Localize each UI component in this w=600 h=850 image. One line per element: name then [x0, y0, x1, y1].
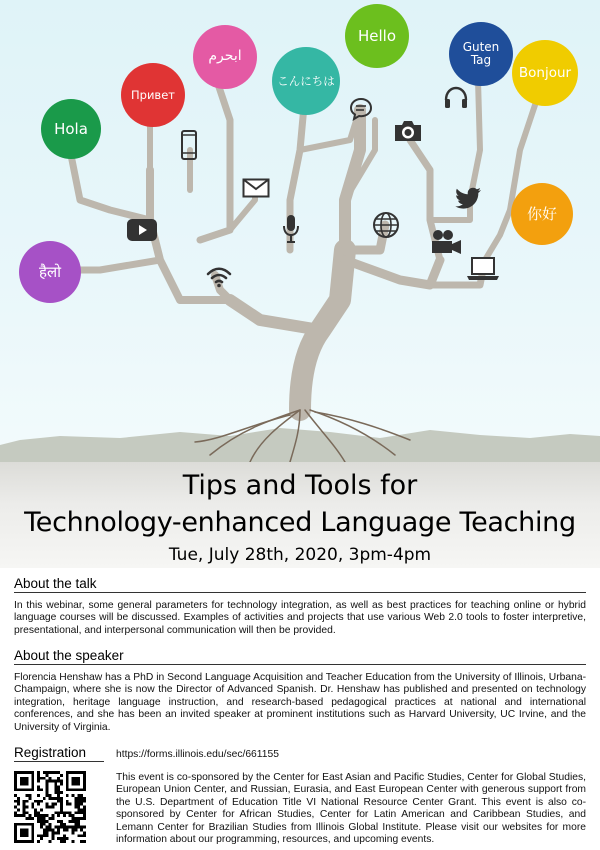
phone-icon — [180, 130, 198, 160]
bubble-hello — [345, 4, 409, 68]
twitter-icon — [453, 186, 483, 210]
section-heading-speaker — [14, 648, 586, 665]
section-heading-registration — [14, 745, 104, 762]
bubble-bonjour-text: Bonjour — [518, 64, 572, 81]
wifi-icon — [206, 266, 232, 288]
bubble-bonjour — [512, 40, 578, 106]
bubble-hola-text: Hola — [54, 119, 88, 138]
talk-description: In this webinar, some general parameters for technology integration, as well as best practices for teaching online or hybrid language courses will be discussed. Examples of activities and projects that use various Web 2.0 tools to foster interpretive, presentational, and interpersonal communication will then be provided. — [14, 600, 586, 636]
bubble-hindi — [19, 241, 81, 303]
bubble-konnichiwa — [272, 47, 340, 115]
bubble-hindi-text: हैलो — [38, 262, 62, 281]
event-date: Tue, July 28th, 2020, 3pm-4pm — [168, 545, 432, 565]
video-camera-icon — [429, 229, 463, 255]
title-line-1: Tips and Tools for — [182, 470, 418, 501]
section-heading-registration-text: Registration — [14, 745, 87, 760]
camera-icon — [393, 119, 423, 143]
bubble-nihao — [511, 183, 573, 245]
bubble-nihao-text: 你好 — [526, 204, 557, 223]
registration-link[interactable]: https://forms.illinois.edu/sec/661155 — [116, 749, 279, 760]
section-heading-talk — [14, 576, 586, 593]
email-icon — [242, 178, 270, 198]
title-line-2: Technology-enhanced Language Teaching — [24, 507, 576, 538]
globe-icon — [372, 211, 400, 239]
youtube-icon — [126, 218, 158, 242]
bubble-arabic-text: ابحرم — [208, 48, 242, 65]
bubble-guten-tag — [449, 22, 513, 86]
sponsor-text: This event is co-sponsored by the Center for East Asian and Pacific Studies, Center for Global Studies, European Union Center, and Russian, Eurasia, and East European Center with generous support from the U.S. Department of Education Title VI National Resource Center Grant. This event is also co-sponsored by Center for African Studies, Center for Latin American and Caribbean Studies, and Lemann Center for Brazilian Studies from Illinois Global Institute. Please visit our websites for more information about our programming, resources, and upcoming events. — [116, 772, 586, 846]
section-heading-talk-text: About the talk — [14, 576, 97, 591]
bubble-privet-text: Привет — [131, 87, 175, 102]
tree-branches — [60, 75, 540, 410]
bubble-konnichiwa-text: こんにちは — [277, 73, 335, 88]
bubble-hola — [41, 99, 101, 159]
qr-code-icon[interactable] — [14, 771, 86, 843]
speaker-bio: Florencia Henshaw has a PhD in Second Language Acquisition and Teacher Education from the University of Illinois, Urbana-Champaign, where she is now the Director of Advanced Spanish. Dr. Henshaw has published and presented on technology integration, heritage language instruction, and research-based pedagogical practices at national and international conferences, and she has been an invited speaker at prominent institutions such as Harvard University, UC Irvine, and the University of Virginia. — [14, 672, 586, 733]
bubble-arabic — [193, 25, 257, 89]
bubble-hello-text: Hello — [357, 26, 397, 45]
bubble-privet — [121, 63, 185, 127]
headphones-icon — [443, 85, 469, 109]
microphone-icon — [282, 214, 300, 244]
laptop-icon — [466, 256, 500, 282]
section-heading-speaker-text: About the speaker — [14, 648, 124, 663]
chat-bubble-icon — [349, 97, 373, 121]
bubble-guten-tag-text: Guten Tag — [462, 39, 500, 67]
